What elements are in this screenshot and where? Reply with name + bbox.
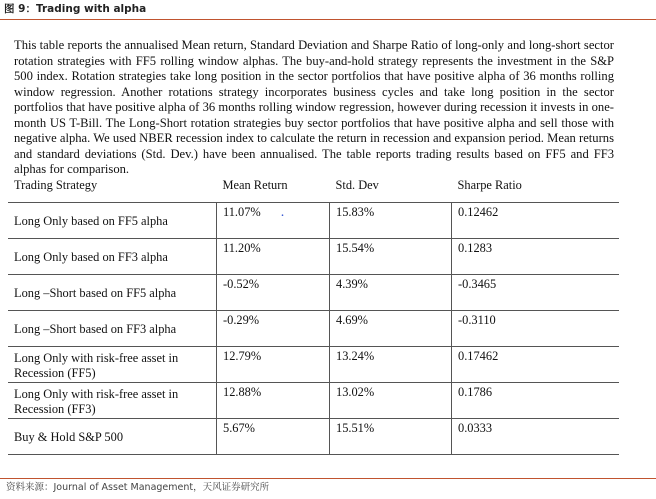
std-dev-cell: 4.39%: [330, 275, 452, 311]
sharpe-ratio-cell: -0.3465: [452, 275, 620, 311]
mean-return-cell: 12.88%: [217, 383, 330, 419]
sharpe-ratio-cell: 0.0333: [452, 419, 620, 455]
sharpe-ratio-cell: 0.17462: [452, 347, 620, 383]
stray-dot-mark: .: [280, 205, 285, 220]
table-row: [8, 203, 619, 239]
std-dev-cell: 13.02%: [330, 383, 452, 419]
table-row: [8, 419, 619, 455]
mean-return-cell: 11.07% .: [217, 203, 330, 239]
table-row: [8, 239, 619, 275]
sharpe-ratio-cell: 0.1283: [452, 239, 620, 275]
header-sharpe-ratio: Sharpe Ratio: [452, 176, 620, 203]
std-dev-cell: 13.24%: [330, 347, 452, 383]
header-trading-strategy: Trading Strategy: [8, 176, 217, 203]
strategy-cell: Long Only with risk-free asset in Recession (FF5): [8, 347, 217, 383]
mean-return-cell: -0.29%: [217, 311, 330, 347]
std-dev-cell: 15.51%: [330, 419, 452, 455]
std-dev-cell: 15.83%: [330, 203, 452, 239]
source-note: 资料来源：Journal of Asset Management，天风证券研究所: [0, 478, 656, 499]
strategy-cell: Long Only based on FF3 alpha: [8, 239, 217, 275]
table-row: [8, 347, 619, 383]
std-dev-cell: 4.69%: [330, 311, 452, 347]
sharpe-ratio-cell: -0.3110: [452, 311, 620, 347]
table-header-row: [8, 176, 619, 203]
table-row: [8, 275, 619, 311]
table-caption: This table reports the annualised Mean return, Standard Deviation and Sharpe Ratio of long-only and long-short sector rotation strategies with FF5 rolling window alphas. The buy-and-hold strategy represents the investment in the S&P 500 index. Rotation strategies take long position in the sector portfolios that have positive alpha of 36 months rolling window regression. Another rotations strategy incorporates business cycles and take long position in the sector portfolios that have positive alpha of 36 months rolling window regression, however during recession it invests in one-month US T-Bill. The Long-Short rotation strategies buy sector portfolios that have positive alpha and sell those with negative alpha. We used NBER recession index to calculate the return in recession and expansion period. Mean returns and standard deviations (Std. Dev.) have been annualised. The table reports trading results based on FF5 and FF3 alphas for comparison.: [14, 38, 614, 176]
strategy-cell: Buy & Hold S&P 500: [8, 419, 217, 455]
mean-return-cell: -0.52%: [217, 275, 330, 311]
strategy-cell: Long –Short based on FF3 alpha: [8, 311, 217, 347]
mean-return-cell: 11.20%: [217, 239, 330, 275]
strategy-cell: Long Only with risk-free asset in Recession (FF3): [8, 383, 217, 419]
mean-return-cell: 5.67%: [217, 419, 330, 455]
table-row: [8, 311, 619, 347]
figure-title: 图 9：Trading with alpha: [0, 0, 656, 20]
mean-return-cell: 12.79%: [217, 347, 330, 383]
header-mean-return: Mean Return: [217, 176, 330, 203]
strategy-cell: Long Only based on FF5 alpha: [8, 203, 217, 239]
results-table: [8, 176, 619, 455]
table-row: [8, 383, 619, 419]
header-std-dev: Std. Dev: [330, 176, 452, 203]
std-dev-cell: 15.54%: [330, 239, 452, 275]
sharpe-ratio-cell: 0.12462: [452, 203, 620, 239]
sharpe-ratio-cell: 0.1786: [452, 383, 620, 419]
strategy-cell: Long –Short based on FF5 alpha: [8, 275, 217, 311]
